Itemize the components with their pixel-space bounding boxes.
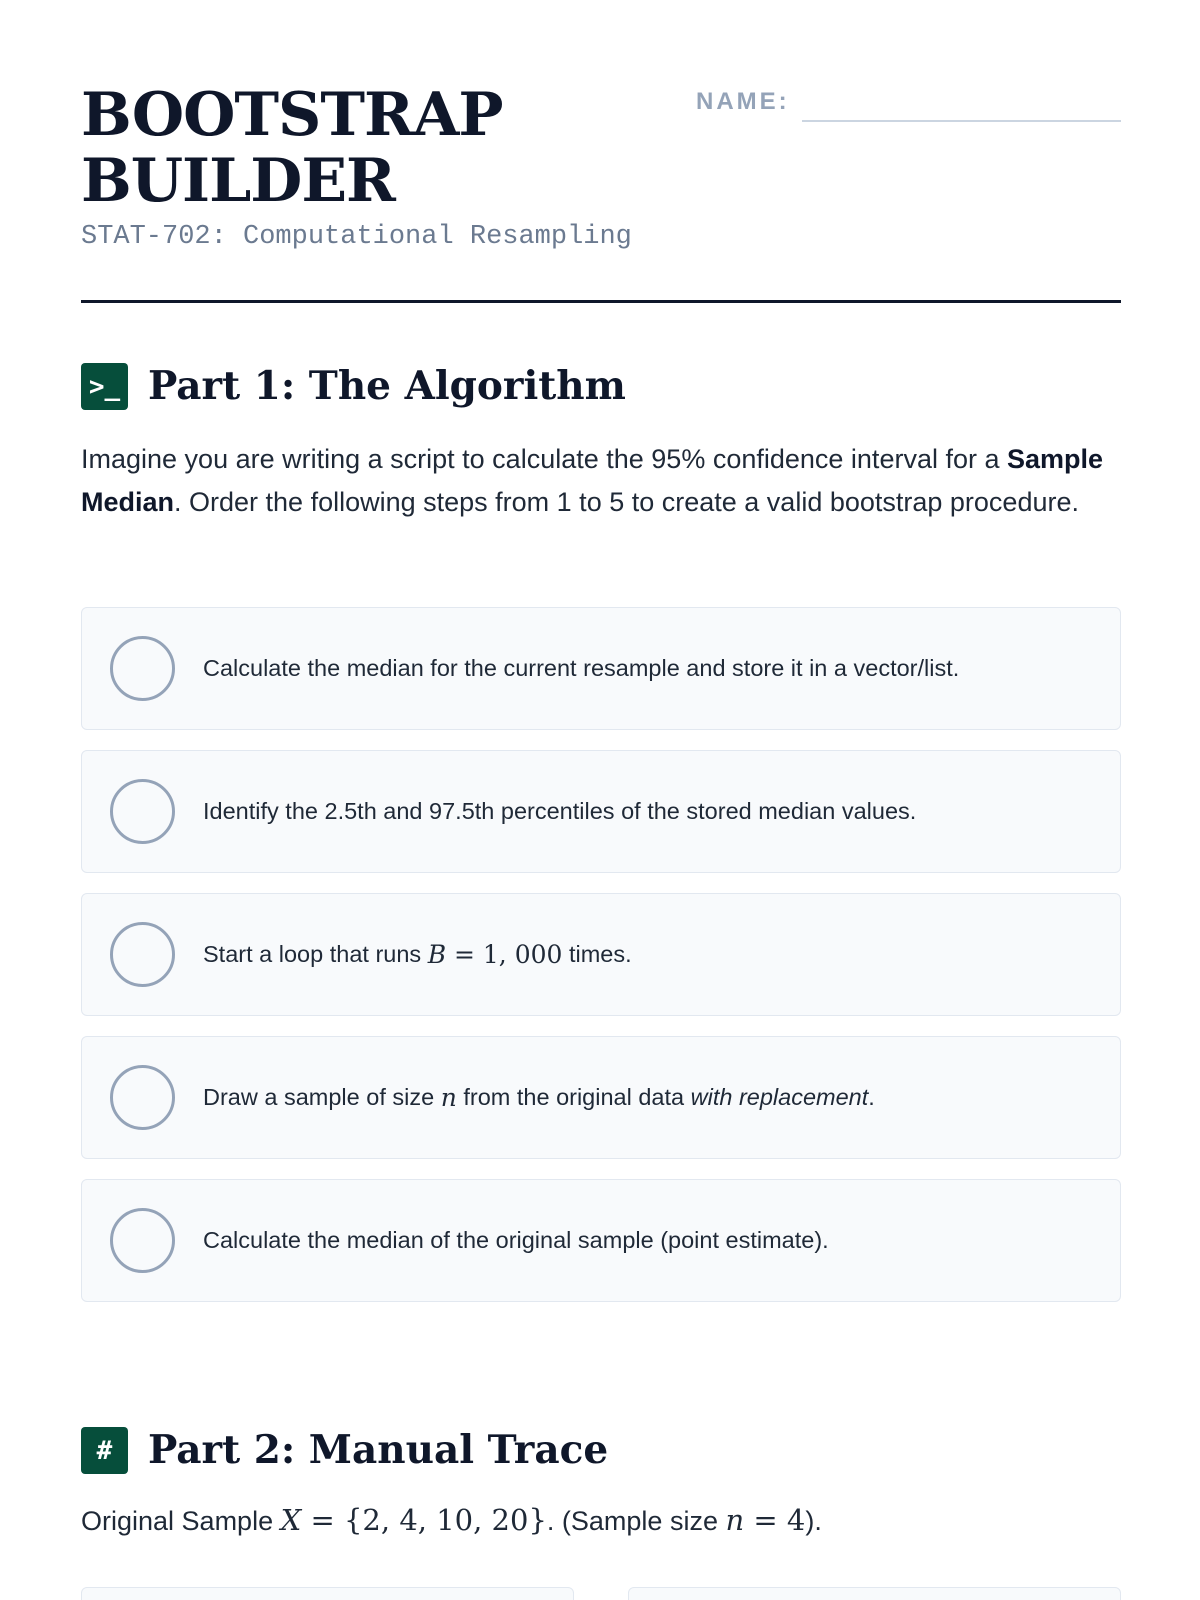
part1-title: Part 1: The Algorithm bbox=[148, 363, 626, 409]
name-label: NAME: bbox=[696, 88, 790, 115]
intro-text-end: . Order the following steps from 1 to 5 to create a valid bootstrap procedure. bbox=[174, 487, 1079, 517]
trace-card bbox=[81, 1587, 574, 1600]
course-subtitle: STAT-702: Computational Resampling bbox=[81, 222, 632, 252]
step-list bbox=[81, 607, 1121, 1322]
order-circle[interactable] bbox=[110, 1208, 175, 1273]
step-card bbox=[81, 893, 1121, 1016]
name-field[interactable] bbox=[696, 84, 1121, 124]
part1-heading bbox=[81, 363, 1121, 411]
part2-title: Part 2: Manual Trace bbox=[148, 1427, 609, 1473]
worksheet-header bbox=[81, 82, 1121, 302]
part1-instructions bbox=[81, 438, 1121, 524]
order-circle[interactable] bbox=[110, 779, 175, 844]
trace-card bbox=[628, 1587, 1121, 1600]
terminal-icon: >_ bbox=[81, 363, 128, 410]
step-text: Draw a sample of size n from the original data with replacement . bbox=[203, 1082, 875, 1112]
intro-text-start: Imagine you are writing a script to calculate the 95% confidence interval for a bbox=[81, 444, 1007, 474]
step-card bbox=[81, 607, 1121, 730]
intro-bold-term: Sample Median bbox=[81, 444, 1104, 517]
step-text: Start a loop that runs B = 1, 000 times. bbox=[203, 939, 632, 969]
order-circle[interactable] bbox=[110, 1065, 175, 1130]
step-text: Calculate the median of the original sample (point estimate). bbox=[203, 1226, 829, 1253]
step-card bbox=[81, 750, 1121, 873]
order-circle[interactable] bbox=[110, 922, 175, 987]
hash-icon: # bbox=[81, 1427, 128, 1474]
part2-heading bbox=[81, 1427, 1121, 1475]
worksheet-title: BOOTSTRAP BUILDER bbox=[81, 80, 503, 216]
name-input-line[interactable] bbox=[802, 120, 1121, 122]
step-text: Identify the 2.5th and 97.5th percentiles of the stored median values. bbox=[203, 797, 917, 824]
step-card bbox=[81, 1036, 1121, 1159]
order-circle[interactable] bbox=[110, 636, 175, 701]
step-card bbox=[81, 1179, 1121, 1302]
header-divider bbox=[81, 300, 1121, 303]
step-text: Calculate the median for the current resample and store it in a vector/list. bbox=[203, 654, 960, 681]
original-sample-line: Original Sample X = {2, 4, 10, 20}. (Sample size n = 4). bbox=[81, 1503, 822, 1537]
worksheet-page bbox=[81, 0, 1121, 1600]
